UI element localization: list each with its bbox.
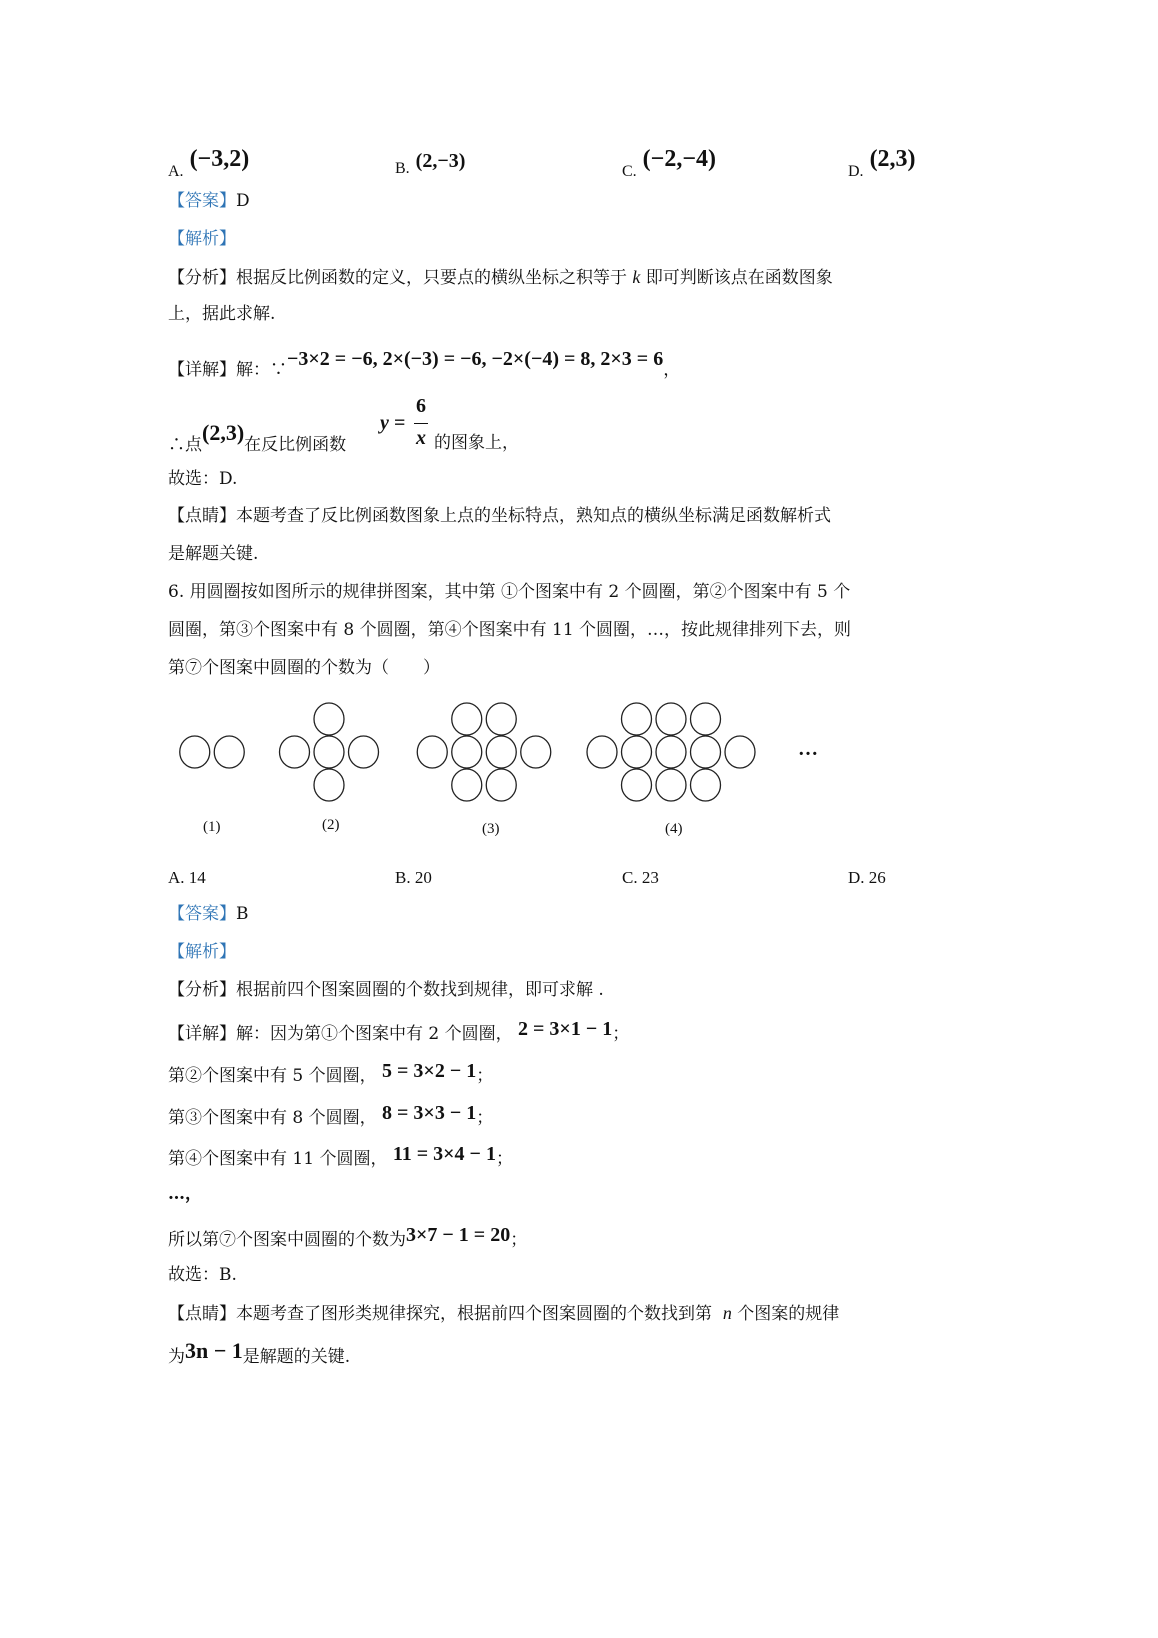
- q6-stem-2: 圆圈，第③个图案中有 8 个圆圈，第④个图案中有 11 个圆圈，…，按此规律排列下去，则: [168, 620, 852, 640]
- detail-line: [168, 1018, 630, 1045]
- point: (2,3): [202, 420, 245, 445]
- option-letter: A.: [168, 163, 184, 180]
- text: 本题考查了图形类规律探究，根据前四个图案圆圈的个数找到第: [236, 1304, 712, 1324]
- detail-tag: 【详解】: [168, 360, 236, 380]
- text: 根据前四个图案圆圈的个数找到规律，即可求解 .: [236, 980, 604, 1000]
- equation: 5 = 3×2 − 1: [382, 1060, 477, 1082]
- circle: [521, 736, 551, 768]
- option-d: D. 26: [848, 868, 886, 887]
- figure-label: (2): [322, 817, 340, 833]
- so-line: [168, 1224, 528, 1251]
- text: 为: [168, 1347, 185, 1367]
- option-letter: D.: [848, 163, 864, 180]
- fenxi-line: [168, 266, 833, 289]
- numerator: 6: [416, 395, 426, 417]
- equation: 11 = 3×4 − 1: [392, 1143, 496, 1165]
- circle: [656, 769, 686, 801]
- comment-line: [168, 1302, 839, 1325]
- circle: [314, 736, 344, 768]
- circle: [622, 769, 652, 801]
- detail-line: [168, 1143, 513, 1170]
- circle: [691, 736, 721, 768]
- expression: 3n − 1: [185, 1338, 243, 1363]
- dots-line: …，: [168, 1184, 202, 1204]
- circle: [486, 703, 516, 735]
- text: 第②个图案中有 5 个圆圈，: [168, 1066, 377, 1086]
- circle: [452, 703, 482, 735]
- text: 根据反比例函数的定义，只要点的横纵坐标之积等于: [236, 268, 627, 288]
- option-value: (2,−3): [415, 150, 466, 172]
- detail-line: [168, 1060, 494, 1087]
- text: ；: [495, 1149, 513, 1169]
- text: 本题考查了反比例函数图象上点的坐标特点，熟知点的横纵坐标满足函数解析式: [236, 506, 831, 526]
- circle: [214, 736, 244, 768]
- text: ；: [476, 1108, 494, 1128]
- text: ；: [476, 1066, 494, 1086]
- answer-value: B: [236, 904, 249, 924]
- figure-label: (1): [203, 819, 221, 835]
- answer-line: [168, 903, 249, 925]
- option-value: (−2,−4): [642, 146, 717, 172]
- detail-line: [168, 1102, 494, 1129]
- circle: [417, 736, 447, 768]
- option-b: [395, 150, 466, 179]
- func-y: y =: [380, 412, 406, 434]
- ellipsis: …: [798, 738, 818, 760]
- circle: [180, 736, 210, 768]
- text: 所以第⑦个图案中圆圈的个数为: [168, 1230, 406, 1250]
- comment-line-2: [168, 1338, 351, 1368]
- circle: [622, 736, 652, 768]
- equation: 2 = 3×1 − 1: [518, 1018, 613, 1040]
- circle-pattern-figure: [0, 690, 1158, 820]
- option-b: B. 20: [395, 868, 432, 887]
- circle: [691, 703, 721, 735]
- figure-label: (4): [665, 821, 683, 837]
- detail-tag: 【详解】: [168, 1024, 236, 1044]
- circle: [349, 736, 379, 768]
- option-c: C. 23: [622, 868, 659, 887]
- circle: [725, 736, 755, 768]
- option-c: [622, 146, 717, 183]
- circle: [691, 769, 721, 801]
- comment-line-2: 是解题关键.: [168, 544, 259, 564]
- text: 第③个图案中有 8 个圆圈，: [168, 1108, 377, 1128]
- text: 即可判断该点在函数图象: [645, 268, 833, 288]
- answer-value: D: [236, 191, 250, 211]
- circle: [452, 769, 482, 801]
- text: 解：因为第①个图案中有 2 个圆圈，: [236, 1024, 513, 1044]
- text: ，: [663, 360, 681, 380]
- fenxi-line: [168, 979, 604, 1001]
- circle: [486, 736, 516, 768]
- text: 解：∵: [236, 360, 287, 380]
- text: 个图案的规律: [737, 1304, 840, 1324]
- answer-tag: 【答案】: [168, 191, 236, 211]
- circle: [314, 769, 344, 801]
- q6-stem-1: 6. 用圆圈按如图所示的规律拼图案，其中第 ①个图案中有 2 个圆圈，第②个图案中有 5 个: [168, 582, 851, 602]
- analysis-tag: 【解析】: [168, 229, 236, 249]
- circle: [280, 736, 310, 768]
- circle: [656, 736, 686, 768]
- therefore-line-end: 的图象上，: [434, 433, 519, 453]
- comment-tag: 【点睛】: [168, 506, 236, 526]
- text: ；: [612, 1024, 630, 1044]
- comment-line: [168, 505, 831, 527]
- option-a: [168, 146, 250, 183]
- math-n: n: [722, 1303, 732, 1323]
- text: ；: [510, 1230, 528, 1250]
- circle: [656, 703, 686, 735]
- option-letter: B.: [395, 160, 410, 177]
- equation: 3×7 − 1 = 20: [406, 1224, 511, 1246]
- option-letter: C.: [622, 163, 637, 180]
- figure-label: (3): [482, 821, 500, 837]
- fenxi-line-2: 上，据此求解.: [168, 304, 276, 324]
- choose-line: 故选：B.: [168, 1265, 237, 1285]
- math-k: k: [632, 267, 641, 287]
- text: 在反比例函数: [244, 435, 347, 455]
- fraction-bar: [414, 423, 428, 424]
- equation: 8 = 3×3 − 1: [382, 1102, 477, 1124]
- text: ∴点: [168, 435, 202, 455]
- analysis-tag: 【解析】: [168, 942, 236, 962]
- circle: [486, 769, 516, 801]
- comment-tag: 【点睛】: [168, 1304, 236, 1324]
- choose-line: 故选：D.: [168, 469, 238, 489]
- text: 第④个图案中有 11 个圆圈，: [168, 1149, 388, 1169]
- circle: [622, 703, 652, 735]
- q6-stem-3: 第⑦个图案中圆圈的个数为（ ）: [168, 658, 440, 678]
- option-a: A. 14: [168, 868, 206, 887]
- text: 是解题的关键.: [242, 1347, 351, 1367]
- denominator: x: [416, 427, 426, 449]
- option-value: (2,3): [869, 146, 916, 172]
- fenxi-tag: 【分析】: [168, 268, 236, 288]
- circle: [314, 703, 344, 735]
- fenxi-tag: 【分析】: [168, 980, 236, 1000]
- option-value: (−3,2): [189, 146, 250, 172]
- circle: [452, 736, 482, 768]
- circle: [587, 736, 617, 768]
- answer-tag: 【答案】: [168, 904, 236, 924]
- answer-line: [168, 190, 250, 212]
- option-d: [848, 146, 916, 183]
- therefore-line: [168, 420, 347, 456]
- formula: −3×2 = −6, 2×(−3) = −6, −2×(−4) = 8, 2×3 = 6: [287, 348, 664, 370]
- detail-line: [168, 348, 681, 381]
